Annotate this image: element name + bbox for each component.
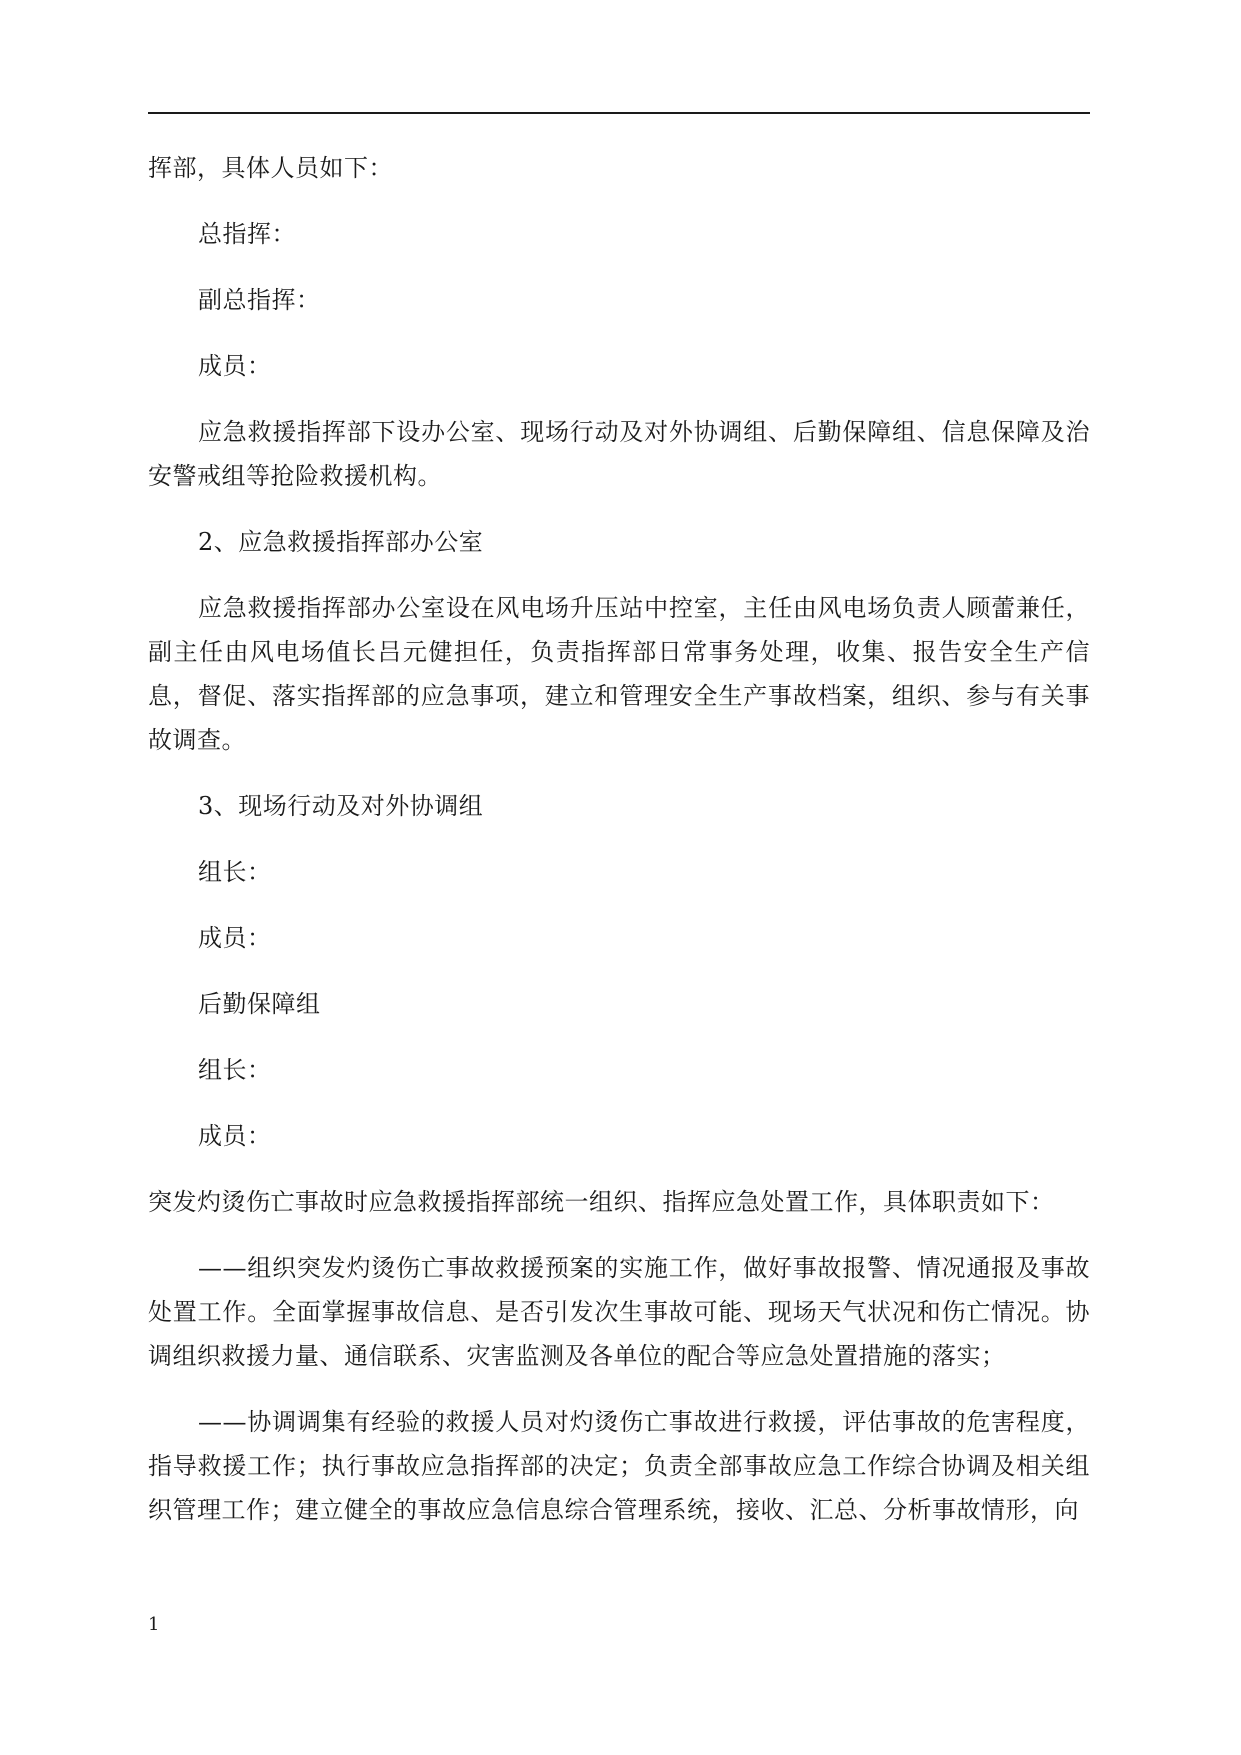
paragraph: 后勤保障组: [198, 990, 321, 1018]
paragraph: 成员：: [198, 924, 272, 952]
paragraph: ——协调调集有经验的救援人员对灼烫伤亡事故进行救援，评估事故的危害程度，指导救援工作；执行事故应急指挥部的决定；负责全部事故应急工作综合协调及相关组织管理工作；建立健全的事故应急信息综合管理系统，接收、汇总、分析事故情形，向: [148, 1408, 1090, 1524]
paragraph: 组长：: [198, 858, 272, 886]
paragraph: 挥部，具体人员如下：: [148, 154, 393, 182]
document-body: [148, 146, 1090, 1554]
section-heading: 3、现场行动及对外协调组: [198, 792, 484, 820]
paragraph: 突发灼烫伤亡事故时应急救援指挥部统一组织、指挥应急处置工作，具体职责如下：: [148, 1188, 1055, 1216]
paragraph: 成员：: [198, 352, 272, 380]
paragraph: ——组织突发灼烫伤亡事故救援预案的实施工作，做好事故报警、情况通报及事故处置工作。全面掌握事故信息、是否引发次生事故可能、现场天气状况和伤亡情况。协调组织救援力量、通信联系、灾害监测及各单位的配合等应急处置措施的落实；: [148, 1254, 1090, 1370]
paragraph: 应急救援指挥部办公室设在风电场升压站中控室，主任由风电场负责人顾蕾兼任，副主任由风电场值长吕元健担任，负责指挥部日常事务处理，收集、报告安全生产信息，督促、落实指挥部的应急事项，建立和管理安全生产事故档案，组织、参与有关事故调查。: [148, 594, 1090, 754]
paragraph: 组长：: [198, 1056, 272, 1084]
header-rule: [148, 112, 1090, 114]
section-heading: 2、应急救援指挥部办公室: [198, 528, 484, 556]
paragraph: 总指挥：: [198, 220, 296, 248]
paragraph: 副总指挥：: [198, 286, 321, 314]
paragraph: 应急救援指挥部下设办公室、现场行动及对外协调组、后勤保障组、信息保障及治安警戒组等抢险救援机构。: [148, 418, 1090, 490]
page-number: 1: [148, 1614, 160, 1635]
paragraph: 成员：: [198, 1122, 272, 1150]
